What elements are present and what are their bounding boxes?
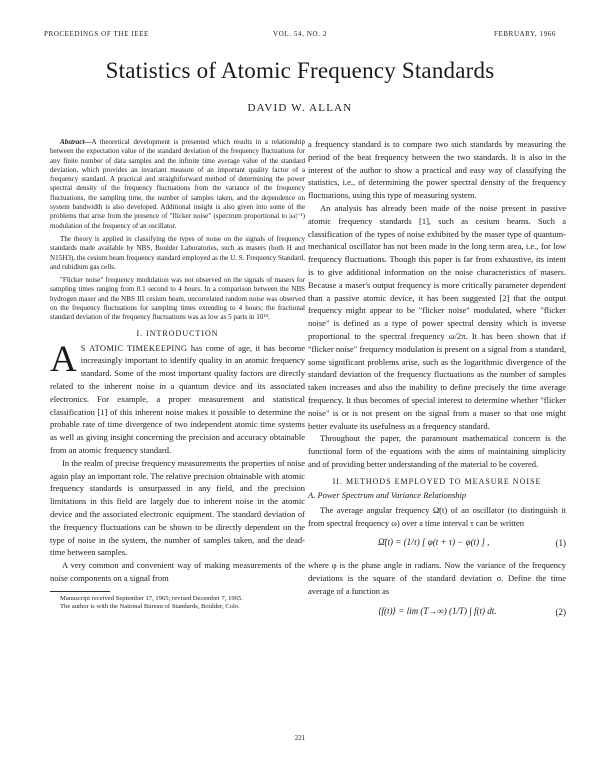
footnote-received: Manuscript received September 17, 1965; revised December 7, 1965. — [60, 594, 243, 602]
right-column — [308, 138, 566, 628]
body-paragraph-4: The average angular frequency Ω̄(t) of an oscillator (to distinguish it from spectral frequency ω) over a time interval τ can be written — [308, 504, 566, 528]
body-paragraph-5: where φ is the phase angle in radians. Now the variance of the frequency deviations is the square of the standard deviation σ. Define the time average of a function as — [308, 560, 566, 596]
section-heading-methods: II. METHODS EMPLOYED TO MEASURE NOISE — [332, 476, 542, 486]
intro-paragraph-1: A S ATOMIC TIMEKEEPING has come of age, it has become increasingly important to identify quality in an atomic frequency standard. Some of the most important quality factors are directly related to the inherent noise in a quantum device and its associated electronics. For example, a proper measurement and statistical classification [1] of this inherent noise makes it possible to determine the probable rate of time divergence of two independent atomic time systems as well as giving insight concerning the precision and accuracy obtainable from an atomic frequency standard. — [50, 338, 305, 456]
equation-1-number: (1) — [555, 538, 566, 549]
body-paragraph-1: a frequency standard is to compare two such standards by measuring the period of the beat frequency between the two standards. It is also in the interest of the author to show a practical and easy way of classifying the statistics, i.e., of determining the power spectral density of the frequency fluctuations, using this type of measuring system. — [308, 139, 566, 201]
equation-2 — [308, 601, 566, 625]
body-paragraph-2: An analysis has already been made of the noise present in passive atomic frequency standards [1], such as cesium beams. Such a classification of the types of noise exhibited by the maser type of quantum-mechanical oscillator has not been made in the long term area, i.e., for low frequency fluctuations. Though this paper is far from exhaustive, its intent is to give additional information on the noise characteristics of masers. Because a maser's output frequency is more critically parameter dependent than a passive atomic device, it has been suggested [2] that the output frequency might appear to be "flicker noise" modulated, where "flicker noise" is defined as a type of power spectral density which is inverse proportional to the spectral frequency ω/2π. It has been shown that if "flicker noise" frequency modulation is present on a signal from a standard, some significant problems arise, such as the logarithmic divergence of the standard deviation of the frequency fluctuations as the number of samples taken increases and also the inability to define precisely the time average frequency. It thus becomes of special interest to determine whether "flicker noise" is or is not present on the signal from a maser so that one might better evaluate its usefulness as a frequency standard. — [308, 202, 566, 431]
intro-paragraph-2: In the realm of precise frequency measurements the properties of noise again play an important role. The relative precision obtainable with atomic frequency standards is unsurpassed in any field, and the precision limitations in this field are largely due to inherent noise in the atomic device and the associated electronic equipment. The standard deviation of the frequency fluctuations can be shown to be directly dependent on the type of noise in the system, the number of samples taken, and the dead-time between samples. — [50, 457, 305, 558]
equation-2-number: (2) — [555, 606, 566, 617]
issue-date: FEBRUARY, 1966 — [494, 30, 556, 38]
drop-cap-letter: A — [50, 338, 77, 380]
section-heading-introduction: I. INTRODUCTION — [136, 328, 219, 338]
paper-author: DAVID W. ALLAN — [247, 102, 353, 114]
subsection-heading-a: A. Power Spectrum and Variance Relationship — [308, 489, 467, 500]
paper-title: Statistics of Atomic Frequency Standards — [105, 58, 495, 83]
intro-paragraph-3: A very common and convenient way of making measurements of the noise components on a signal from — [50, 560, 305, 583]
abstract-paragraph-1: Abstract—A theoretical development is presented which results in a relationship between the expectation value of the standard deviation of the frequency fluctuations for any finite number of data samples and the infinite time average value of the standard deviation, which provides an invariant measure of an important quality factor of a frequency standard. A practical and straightforward method of determining the power spectral density of the frequency fluctuations from the variance of the frequency fluctuations, the sampling time, the number of samples taken, and the dependence on system bandwidth is also developed. Additional insight is also given into some of the problems that arise from the presence of "flicker noise" (spectrum proportional to |ω|⁻¹) modulation of the frequency of an oscillator. — [50, 138, 305, 230]
page-number: 221 — [294, 734, 306, 742]
equation-1 — [308, 532, 566, 556]
equation-1-body: Ω̄(t) = (1/τ) [ φ(t + τ) − φ(t) ] , — [378, 537, 490, 548]
body-paragraph-3: Throughout the paper, the paramount mathematical concern is the functional form of the equations with the aims of maintaining simplicity and of providing better understanding of the material to be covered. — [308, 433, 566, 469]
intro-lead-smallcaps: S ATOMIC TIMEKEEPING — [80, 342, 188, 353]
footnote-affiliation: The author is with the National Bureau of Standards, Boulder, Colo. — [60, 603, 240, 611]
abstract-paragraph-2: The theory is applied in classifying the types of noise on the signals of frequency standards made available by NBS, Boulder Laboratories, such as masers (both H and N15H3), the cesium beam frequency standard employed as the U. S. Frequency Standard, and rubidium gas cells. — [50, 234, 305, 271]
journal-name: PROCEEDINGS OF THE IEEE — [44, 30, 149, 38]
abstract-paragraph-3: "Flicker noise" frequency modulation was not observed on the signals of masers for sampling times ranging from 0.1 second to 4 hours. In a comparison between the NBS hydrogen maser and the NBS III cesium beam, uncorrelated random noise was observed on the frequency fluctuations for sampling times extending to 4 hours; the fractional standard deviation of the frequency fluctuations was as low as 5 parts in 10¹⁴. — [50, 276, 305, 322]
equation-2-body: ⟨f(t)⟩ = lim (T→∞) (1/T) ∫ f(t) dt. — [378, 605, 497, 616]
running-head — [44, 30, 556, 42]
footnote-divider — [50, 591, 110, 592]
volume-issue: VOL. 54, NO. 2 — [273, 30, 327, 38]
left-column — [50, 138, 305, 612]
